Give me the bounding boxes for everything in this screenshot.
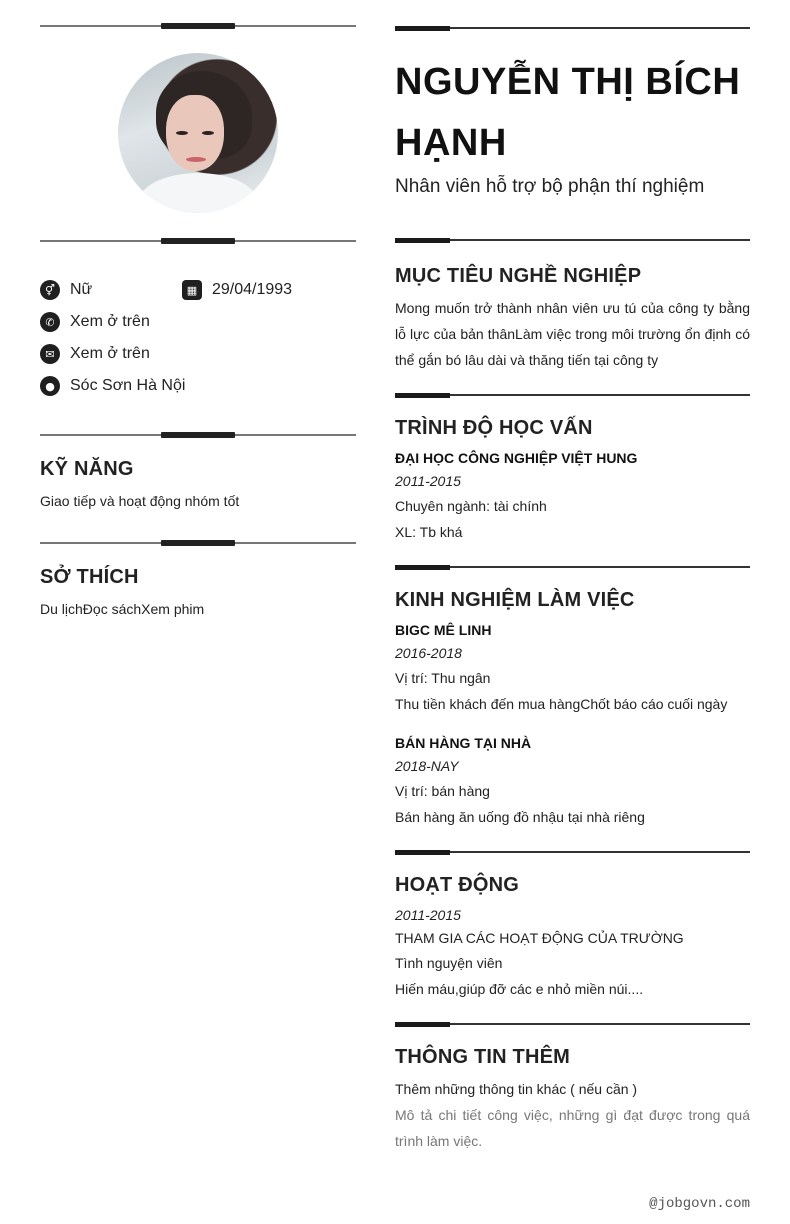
gender-row <box>40 279 92 301</box>
activities-name: THAM GIA CÁC HOẠT ĐỘNG CỦA TRƯỜNG <box>395 930 684 946</box>
birthday-value: 29/04/1993 <box>212 281 293 298</box>
divider <box>395 238 750 243</box>
email-row <box>40 343 150 365</box>
education-period: 2011-2015 <box>395 473 461 489</box>
education-school: ĐẠI HỌC CÔNG NGHIỆP VIỆT HUNG <box>395 450 638 466</box>
birthday-row <box>182 279 292 301</box>
job-period: 2018-NAY <box>395 758 459 774</box>
additional-title: THÔNG TIN THÊM <box>395 1046 571 1068</box>
gender-icon: ⚥ <box>40 280 60 300</box>
divider <box>395 393 750 398</box>
divider <box>395 26 750 31</box>
mail-icon: ✉ <box>40 344 60 364</box>
phone-icon: ✆ <box>40 312 60 332</box>
email-value: Xem ở trên <box>70 345 150 362</box>
divider <box>395 1022 750 1027</box>
divider <box>395 850 750 855</box>
job-position: Vị trí: Thu ngân <box>395 670 491 686</box>
job-title: Nhân viên hỗ trợ bộ phận thí nghiệm <box>395 176 705 197</box>
calendar-icon: ▦ <box>182 280 202 300</box>
skills-text: Giao tiếp và hoạt động nhóm tốt <box>40 493 240 509</box>
hobbies-text: Du lịchĐọc sáchXem phim <box>40 601 205 617</box>
divider <box>395 565 750 570</box>
avatar <box>118 53 278 213</box>
gender-value: Nữ <box>70 281 93 298</box>
education-grade: XL: Tb khá <box>395 524 463 540</box>
divider <box>40 23 356 29</box>
address-row <box>40 375 185 397</box>
activities-role: Tình nguyện viên <box>395 955 503 971</box>
experience-title: KINH NGHIỆM LÀM VIỆC <box>395 589 635 611</box>
additional-line2: Mô tả chi tiết công việc, những gì đạt được trong quá trình làm việc. <box>395 1107 750 1149</box>
activities-period: 2011-2015 <box>395 907 461 923</box>
hobbies-title: SỞ THÍCH <box>40 566 139 588</box>
divider <box>40 238 356 244</box>
candidate-name: NGUYỄN THỊ BÍCH HẠNH <box>395 61 741 164</box>
objective-text: Mong muốn trở thành nhân viên ưu tú của công ty bằng lỗ lực của bản thânLàm việc trong môi trường ổn định có thể gắn bó lâu dài và thăng tiến tại công ty <box>395 300 750 368</box>
job-company: BÁN HÀNG TẠI NHÀ <box>395 735 532 751</box>
job-period: 2016-2018 <box>395 645 462 661</box>
education-major: Chuyên ngành: tài chính <box>395 498 547 514</box>
divider <box>40 432 356 438</box>
job-description: Thu tiền khách đến mua hàngChốt báo cáo cuối ngày <box>395 696 728 712</box>
job-position: Vị trí: bán hàng <box>395 783 490 799</box>
skills-title: KỸ NĂNG <box>40 458 134 480</box>
job-company: BIGC MÊ LINH <box>395 622 492 638</box>
watermark: @jobgovn.com <box>649 1196 750 1212</box>
activities-title: HOẠT ĐỘNG <box>395 874 520 896</box>
divider <box>40 540 356 546</box>
phone-row <box>40 311 150 333</box>
phone-value: Xem ở trên <box>70 313 150 330</box>
education-title: TRÌNH ĐỘ HỌC VẤN <box>395 417 593 439</box>
additional-line1: Thêm những thông tin khác ( nếu cần ) <box>395 1081 638 1097</box>
job-description: Bán hàng ăn uống đồ nhậu tại nhà riêng <box>395 809 645 825</box>
activities-description: Hiến máu,giúp đỡ các e nhỏ miền núi.... <box>395 981 644 997</box>
objective-title: MỤC TIÊU NGHỀ NGHIỆP <box>395 265 642 287</box>
address-value: Sóc Sơn Hà Nội <box>70 377 186 394</box>
location-icon: ● <box>40 376 60 396</box>
